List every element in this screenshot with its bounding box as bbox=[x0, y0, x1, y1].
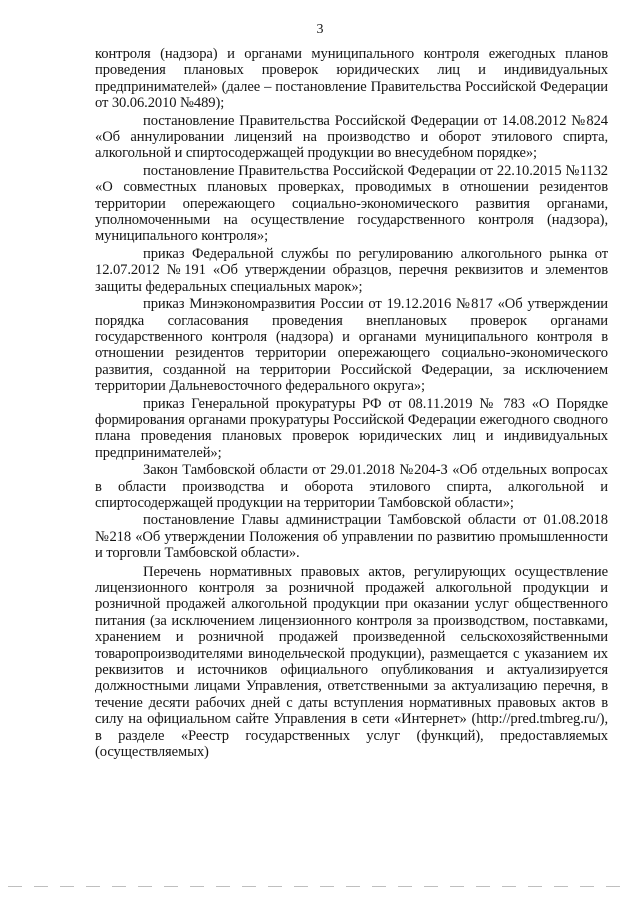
paragraph-order-783: приказ Генеральной прокуратуры РФ от 08.11.2019 № 783 «О Порядке формирования органами прокуратуры Российской Федерации ежегодного сводного плана проведения плановых проверок юридических лиц и индивидуальных предпринимателей»; bbox=[95, 395, 608, 461]
scan-footer-line bbox=[8, 886, 632, 887]
paragraph-order-191: приказ Федеральной службы по регулированию алкогольного рынка от 12.07.2012 №191 «Об утверждении образцов, перечня реквизитов и элементов защиты федеральных специальных марок»; bbox=[95, 245, 608, 295]
paragraph-decree-824: постановление Правительства Российской Федерации от 14.08.2012 №824 «Об аннулировании лицензий на производство и оборот этилового спирта, алкогольной и спиртосодержащей продукции во внесудебном порядке»; bbox=[95, 112, 608, 162]
page-number: 3 bbox=[316, 22, 324, 37]
paragraph-list-publication: Перечень нормативных правовых актов, регулирующих осуществление лицензионного контроля за розничной продажей алкогольной продукции и розничной продажей алкогольной продукции при оказании услуг общественного питания (за исключением лицензионного контроля за производством, поставками, хранением и розничной продажей произведенной сельскохозяйственными товаропроизводителями винодельческой продукции), размещается с указанием их реквизитов и источников официального опубликования и актуализируется должностными лицами Управления, ответственными за актуализацию перечня, в течение десяти рабочих дней с даты вступления нормативных правовых актов в силу на официальном сайте Управления в сети «Интернет» (http://pred.tmbreg.ru/), в разделе «Реестр государственных услуг (функций), предоставляемых (осуществляемых) bbox=[95, 563, 608, 761]
paragraph-law-204: Закон Тамбовской области от 29.01.2018 №204-З «Об отдельных вопросах в области производства и оборота этилового спирта, алкогольной и спиртосодержащей продукции на территории Тамбовской области»; bbox=[95, 462, 608, 511]
paragraph-order-817: приказ Минэкономразвития России от 19.12.2016 №817 «Об утверждении порядка согласования проведения внеплановых проверок органами государственного контроля (надзора) и органами муниципального контроля в отношении резидентов территории опережающего социально-экономического развития, созданной на территории Российской Федерации, за исключением территории Дальневосточного федерального округа»; bbox=[95, 296, 608, 395]
paragraph-continuation: контроля (надзора) и органами муниципального контроля ежегодных планов проведения плановых проверок юридических лиц и индивидуальных предпринимателей» (далее – постановление Правительства Российской Федерации от 30.06.2010 №489); bbox=[95, 46, 608, 112]
document-body bbox=[95, 46, 608, 761]
paragraph-decree-1132: постановление Правительства Российской Федерации от 22.10.2015 №1132 «О совместных плановых проверках, проводимых в отношении резидентов территории опережающего социально-экономического развития органами, уполномоченными на осуществление государственного контроля (надзора), муниципального контроля»; bbox=[95, 162, 608, 245]
paragraph-decree-218: постановление Главы администрации Тамбовской области от 01.08.2018 №218 «Об утверждении Положения об управлении по развитию промышленности и торговли Тамбовской области». bbox=[95, 512, 608, 562]
